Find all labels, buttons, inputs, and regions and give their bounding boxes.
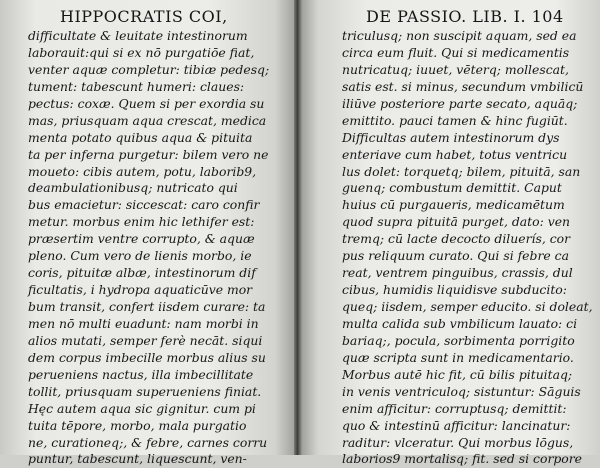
text-line: pus reliquum curato. Qui si febre ca — [342, 248, 569, 264]
text-line: emittito. pauci tamen & hinc fugiūt. — [342, 112, 568, 128]
text-line: dem corpus imbecille morbus alius su — [28, 349, 266, 365]
text-line: quod supra pituitā purget, dato: ven — [342, 214, 571, 230]
text-line: laborauit:qui si ex nō purgatiōe fiat, — [28, 44, 255, 60]
text-line: ta per inferna purgetur: bilem vero ne — [28, 146, 269, 162]
text-line: enim afficitur: corruptusq; demittit: — [342, 400, 567, 416]
text-line: quo & intestinū afficitur: lancinatur: — [342, 417, 571, 433]
text-line: Morbus autē hic fit, cū bilis pituitaq; — [342, 366, 573, 382]
text-line: cibus, humidis liquidisve subducito: — [342, 282, 567, 298]
text-line: triculusq; non suscipit aquam, sed ea — [342, 28, 577, 43]
text-line: guenq; combustum demittit. Caput — [342, 180, 562, 196]
text-line: in venis ventriculoq; sistuntur: Sāguis — [342, 383, 581, 399]
text-line: perueniens nactus, illa imbecillitate — [28, 366, 254, 382]
text-line: quæ scripta sunt in medicamentario. — [342, 349, 574, 365]
text-line: multa calida sub vmbilicum lauato: ci — [342, 315, 578, 331]
text-line: tuita tēpore, morbo, mala purgatio — [28, 417, 247, 433]
text-line: bariaq;, pocula, sorbimenta porrigito — [342, 332, 575, 348]
text-line: deambulationibusq; nutricato qui — [28, 180, 238, 196]
text-line: Difficultas autem intestinorum dys — [342, 129, 560, 145]
text-line: iliūve posteriore parte secato, aquāq; — [342, 95, 578, 111]
right-page-text — [342, 28, 594, 468]
text-line: satis est. si minus, secundum vmbilicū — [342, 78, 584, 94]
text-line: metur. morbus enim hic lethifer est: — [28, 214, 255, 230]
text-line: alios mutati, semper ferè necāt. siqui — [28, 332, 263, 348]
left-page-text — [28, 28, 284, 468]
text-line: reat, ventrem pinguibus, crassis, dul — [342, 265, 573, 281]
left-page-header: HIPPOCRATIS COI, — [60, 7, 228, 26]
text-line: circa eum fluit. Qui si medicamentis — [342, 44, 570, 60]
book-gutter — [294, 0, 302, 455]
right-page — [300, 0, 600, 467]
text-line: puntur, tabescunt, liquescunt, ven- — [28, 451, 247, 467]
text-line: bus emacietur: siccescat: caro confir — [28, 197, 260, 213]
text-line: tument: tabescunt humeri: claues: — [28, 78, 245, 94]
text-line: queq; iisdem, semper educito. si doleat, — [342, 299, 593, 314]
text-line: huius cū purgaueris, medicamētum — [342, 197, 565, 213]
text-line: enteriave cum habet, totus ventricu — [342, 146, 568, 162]
text-line: ficultatis, i hydropa aquaticūve mor — [28, 282, 253, 298]
text-line: mas, priusquam aqua crescat, medica — [28, 112, 267, 128]
text-line: raditur: vlceratur. Qui morbus lōgus, — [342, 434, 574, 450]
text-line: præsertim ventre corrupto, & aquæ — [28, 231, 255, 247]
text-line: pectus: coxæ. Quem si per exordia su — [28, 95, 265, 111]
text-line: bum transit, confert iisdem curare: ta — [28, 299, 266, 314]
text-line: nutricatuq; iuuet, vēterq; mollescat, — [342, 61, 569, 77]
right-page-header: DE PASSIO. LIB. I. 104 — [366, 7, 564, 26]
text-line: menta potato quibus aqua & pituita — [28, 129, 253, 145]
text-line: pleno. Cum vero de lienis morbo, ie — [28, 248, 252, 264]
text-line: ne, curationeq;, & febre, carnes corru — [28, 434, 268, 450]
text-line: venter aquæ completur: tibiæ pedesq; — [28, 61, 270, 77]
text-line: tollit, priusquam superueniens finiat. — [28, 383, 262, 399]
text-line: lus dolet: torquetq; bilem, pituitā, san — [342, 163, 581, 179]
text-line: men nō multi euadunt: nam morbi in — [28, 315, 259, 331]
text-line: moueto: cibis autem, potu, laborib9, — [28, 163, 257, 179]
left-page — [0, 0, 296, 467]
text-line: laborios9 mortalisq; fit. sed si corpore — [342, 451, 583, 467]
text-line: tremq; cū lacte decocto diluerís, cor — [342, 231, 571, 247]
text-line: coris, pituitæ albæ, intestinorum dif — [28, 265, 256, 281]
text-line: difficultate & leuitate intestinorum — [28, 28, 248, 43]
text-line: Hęc autem aqua sic gignitur. cum pi — [28, 400, 256, 416]
